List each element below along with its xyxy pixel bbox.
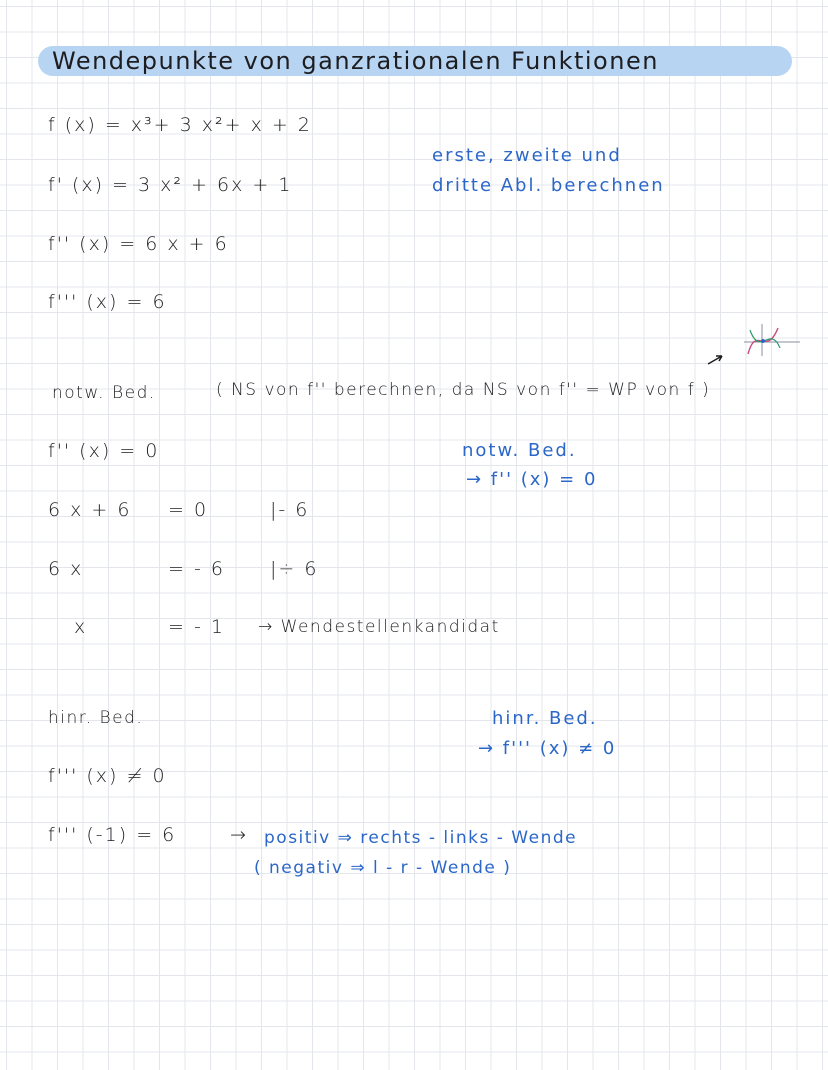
hinr-heading: hinr. Bed. [48,708,144,728]
notw-eq-4-mid: = - 1 [168,616,225,638]
notw-box-title: notw. Bed. [462,440,577,461]
notw-heading: notw. Bed. [52,383,156,403]
side-note-line-1: erste, zweite und [432,145,622,166]
side-note-line-2: dritte Abl. berechnen [432,175,665,196]
notw-eq-3-mid: = - 6 [168,558,225,580]
notw-eq-2-op: |- 6 [270,499,310,521]
hinr-arrow: → [230,824,248,846]
hinr-positive: positiv ⇒ rechts - links - Wende [264,828,578,848]
inflection-sketch-icon [700,318,804,378]
notw-eq-2-left: 6 x + 6 [48,499,132,521]
hinr-box-title: hinr. Bed. [492,708,598,729]
derivative-f3: f''' (x) = 6 [48,291,167,313]
notw-eq-1: f'' (x) = 0 [48,440,160,462]
hinr-negative: ( negativ ⇒ l - r - Wende ) [254,858,512,878]
derivative-f2: f'' (x) = 6 x + 6 [48,233,229,255]
hinr-eq-1: f''' (x) ≠ 0 [48,765,167,787]
function-f: f (x) = x³+ 3 x²+ x + 2 [48,114,312,136]
hinr-eq-2: f''' (-1) = 6 [48,824,177,846]
wendestellen-kandidat: → Wendestellenkandidat [258,617,500,637]
derivative-f1: f' (x) = 3 x² + 6x + 1 [48,174,293,196]
notw-eq-3-op: |÷ 6 [270,558,319,580]
notw-explanation: ( NS von f'' berechnen, da NS von f'' = WP von f ) [216,380,711,400]
notw-eq-3-left: 6 x [48,558,84,580]
notw-eq-2-mid: = 0 [168,499,209,521]
hinr-box-formula: → f''' (x) ≠ 0 [478,738,617,759]
notw-eq-4-left: x [74,616,88,638]
page-title: Wendepunkte von ganzrationalen Funktionen [52,47,659,75]
notw-box-formula: → f'' (x) = 0 [466,469,598,490]
